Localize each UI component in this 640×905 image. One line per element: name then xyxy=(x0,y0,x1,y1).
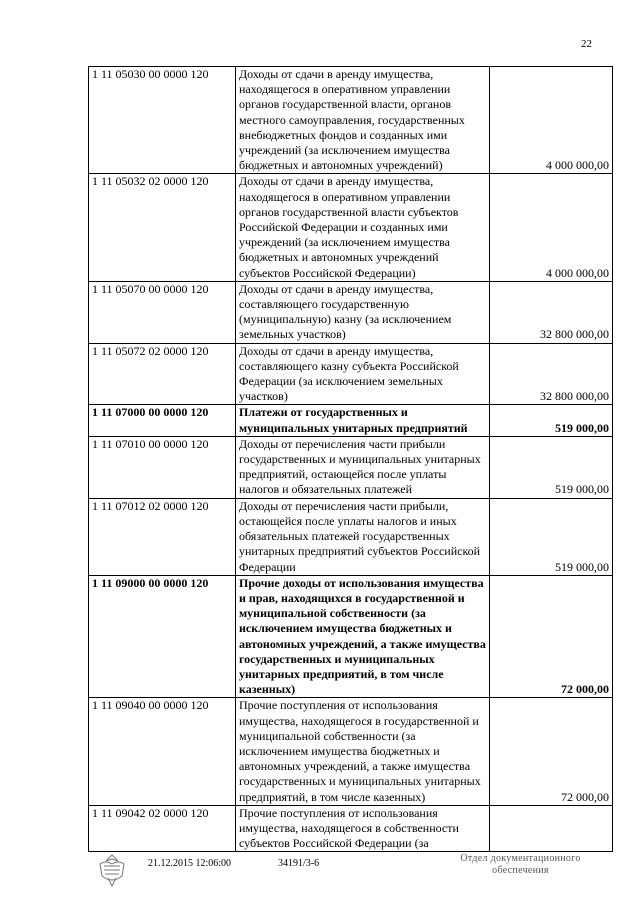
amount-cell xyxy=(490,805,613,852)
footer-document-number: 34191/3-6 xyxy=(278,858,320,869)
table-row xyxy=(89,575,613,698)
revenue-name-cell: Платежи от государственных и муниципальных унитарных предприятий xyxy=(236,405,490,436)
revenue-name-cell: Прочие поступления от использования имущества, находящегося в собственности субъектов Российской Федерации (за xyxy=(236,805,490,852)
footer-date: 21.12.2015 12:06:00 xyxy=(148,858,232,869)
revenue-name-cell: Доходы от перечисления части прибыли государственных и муниципальных унитарных предприятий, остающейся после уплаты налогов и обязательных платежей xyxy=(236,436,490,498)
department-stamp: Отдел документационного обеспечения xyxy=(460,853,581,876)
revenue-name-cell: Доходы от сдачи в аренду имущества, составляющего казну субъекта Российской Федерации (за исключением земельных участков) xyxy=(236,343,490,405)
revenue-name-cell: Доходы от сдачи в аренду имущества, находящегося в оперативном управлении органов государственной власти, органов местного самоуправления, государственных внебюджетных фондов и созданных ими учреждений (за исключением имущества бюджетных и автономных учреждений) xyxy=(236,67,490,174)
amount-cell: 4 000 000,00 xyxy=(490,67,613,174)
budget-code-cell: 1 11 09040 00 0000 120 xyxy=(89,698,236,805)
amount-cell: 519 000,00 xyxy=(490,498,613,575)
table-row xyxy=(89,498,613,575)
budget-code-cell: 1 11 09042 02 0000 120 xyxy=(89,805,236,852)
amount-cell: 32 800 000,00 xyxy=(490,343,613,405)
budget-code-cell: 1 11 07000 00 0000 120 xyxy=(89,405,236,436)
amount-cell: 519 000,00 xyxy=(490,405,613,436)
budget-code-cell: 1 11 07012 02 0000 120 xyxy=(89,498,236,575)
budget-code-cell: 1 11 05032 02 0000 120 xyxy=(89,174,236,281)
table-row xyxy=(89,805,613,852)
amount-cell: 72 000,00 xyxy=(490,698,613,805)
revenue-table-body xyxy=(89,67,613,852)
revenue-name-cell: Доходы от сдачи в аренду имущества, составляющего государственную (муниципальную) казну (за исключением земельных участков) xyxy=(236,281,490,343)
revenue-name-cell: Доходы от перечисления части прибыли, остающейся после уплаты налогов и иных обязательных платежей государственных унитарных предприятий субъектов Российской Федерации xyxy=(236,498,490,575)
revenue-name-cell: Прочие поступления от использования имущества, находящегося в государственной и муниципальной собственности (за исключением имущества бюджетных и автономных учреждений, а также имущества государственных и муниципальных унитарных предприятий, в том числе казенных) xyxy=(236,698,490,805)
amount-cell: 4 000 000,00 xyxy=(490,174,613,281)
table-row xyxy=(89,698,613,805)
table-row xyxy=(89,405,613,436)
amount-cell: 32 800 000,00 xyxy=(490,281,613,343)
table-row xyxy=(89,281,613,343)
revenue-table xyxy=(88,66,613,852)
table-row xyxy=(89,436,613,498)
amount-cell: 519 000,00 xyxy=(490,436,613,498)
budget-code-cell: 1 11 07010 00 0000 120 xyxy=(89,436,236,498)
table-row xyxy=(89,343,613,405)
table-row xyxy=(89,67,613,174)
revenue-name-cell: Доходы от сдачи в аренду имущества, находящегося в оперативном управлении органов государственной власти субъектов Российской Федерации и созданных ими учреждений (за исключением имущества бюджетных и автономных учреждений субъектов Российской Федерации) xyxy=(236,174,490,281)
document-footer xyxy=(88,852,613,892)
coat-of-arms-icon xyxy=(92,852,132,888)
budget-code-cell: 1 11 05030 00 0000 120 xyxy=(89,67,236,174)
table-row xyxy=(89,174,613,281)
page-number: 22 xyxy=(581,38,592,50)
budget-code-cell: 1 11 05072 02 0000 120 xyxy=(89,343,236,405)
budget-code-cell: 1 11 05070 00 0000 120 xyxy=(89,281,236,343)
amount-cell: 72 000,00 xyxy=(490,575,613,698)
revenue-name-cell: Прочие доходы от использования имущества и прав, находящихся в государственной и муниципальной собственности (за исключением имущества бюджетных и автономных учреждений, а также имущества государственных и муниципальных унитарных предприятий, в том числе казенных) xyxy=(236,575,490,698)
budget-code-cell: 1 11 09000 00 0000 120 xyxy=(89,575,236,698)
